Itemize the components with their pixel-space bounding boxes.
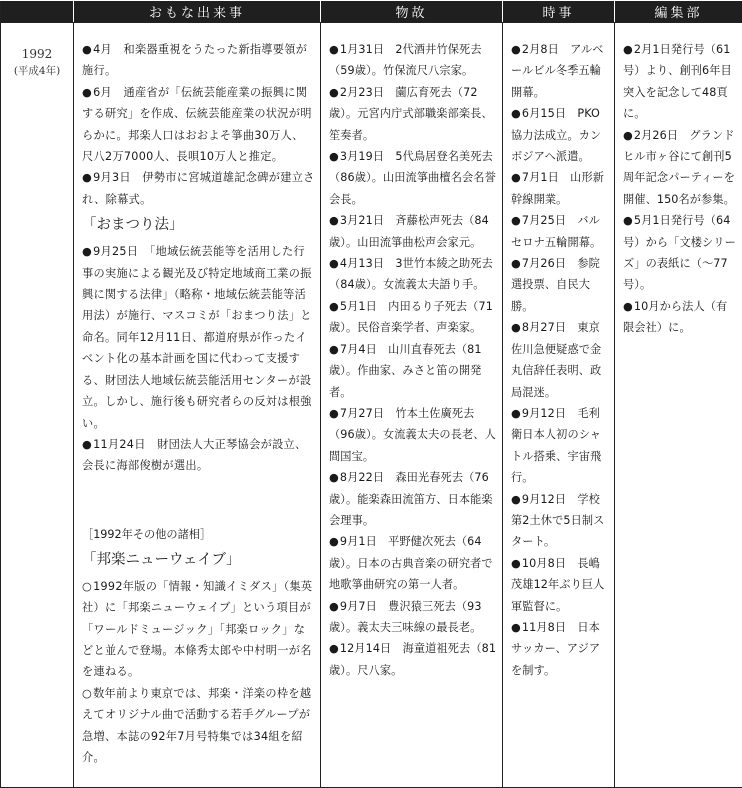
bullet-marker: ●	[511, 557, 521, 570]
entry-text: 1992年版の「情報・知識イミダス」（集英社）に「邦楽ニューウェイブ」という項目が「ワールドミュージック」「邦楽ロック」などと並んで登場。本條秀太郎や中村明一が名を連ねる。	[82, 580, 312, 679]
year-label: 1992	[1, 45, 73, 63]
bullet-marker: ●	[511, 493, 521, 506]
entry-text: 12月14日 海童道祖死去（81歳）。尺八家。	[329, 642, 496, 676]
chronology-entry	[329, 339, 497, 403]
header-obituaries: 物故	[321, 1, 503, 23]
chronology-entry	[329, 531, 497, 595]
bullet-marker: ●	[511, 257, 521, 270]
bullet-marker: ●	[511, 214, 521, 227]
entry-text: 9月25日 「地域伝統芸能等を活用した行事の実施による観光及び特定地域商工業の振興に関する法律」（略称・地域伝統芸能等活用法）が施行、マスコミが「おまつり法」と命名。同年12月11日、都道府県が作ったイベント化の基本計画を国に代わって支援する、財団法人地域伝統芸能活用センターが設立。しかし、施行後も研究者らの反対は根強い。	[82, 245, 312, 429]
bullet-marker: ●	[329, 600, 339, 613]
bullet-marker: ●	[329, 535, 339, 548]
header-row	[1, 1, 742, 23]
section-subheading: ［1992年その他の諸相］	[82, 525, 315, 545]
header-year-blank	[1, 1, 74, 23]
entry-text: 8月22日 森田光春死去（76歳）。能楽森田流笛方、日本能楽会理事。	[329, 471, 493, 527]
entry-text: 5月1日 内田るり子死去（71歳）。民俗音楽学者、声楽家。	[329, 300, 493, 334]
entry-text: 4月 和楽器重視をうたった新指導要領が施行。	[82, 43, 307, 77]
chronology-entry	[329, 39, 497, 82]
chronology-entry	[329, 253, 497, 296]
header-current-events: 時事	[503, 1, 615, 23]
bullet-marker: ●	[329, 257, 339, 270]
entry-text: 5月1日発行号（64号）から「文楼シリーズ」の表紙に（～77号）。	[623, 214, 736, 291]
chronology-entry	[329, 146, 497, 210]
chronology-entry	[511, 489, 609, 553]
chronology-entry	[511, 39, 609, 103]
bullet-marker: ●	[623, 214, 633, 227]
chronology-entry	[511, 253, 609, 317]
bullet-marker: ●	[511, 621, 521, 634]
entry-text: 9月1日 平野健次死去（64歳）。日本の古典音楽の研究者で地歌箏曲研究の第一人者。	[329, 535, 493, 591]
bullet-marker: ●	[329, 642, 339, 655]
entry-text: 4月13日 3世竹本綾之助死去（84歳）。女流義太夫語り手。	[329, 257, 493, 291]
entry-text: 6月 通産省が「伝統芸能産業の振興に関する研究」を作成、伝統芸能産業の状況が明らかに。邦楽人口はおおよそ箏曲30万人、尺八2万7000人、長唄10万人と推定。	[82, 86, 312, 163]
bullet-marker: ●	[329, 407, 339, 420]
bullet-marker: ○	[82, 580, 92, 593]
bullet-marker: ●	[329, 343, 339, 356]
chronology-entry	[82, 167, 315, 210]
year-row	[1, 23, 742, 788]
section-spacer	[82, 477, 315, 525]
chronology-entry	[623, 39, 737, 125]
entry-text: 9月3日 伊勢市に宮城道雄記念碑が建立され、除幕式。	[82, 171, 315, 205]
bullet-marker: ●	[82, 171, 92, 184]
bullet-marker: ●	[82, 86, 92, 99]
chronology-entry	[623, 210, 737, 296]
chronology-entry	[511, 103, 609, 167]
entry-text: 1月31日 2代酒井竹保死去（59歳）。竹保流尺八宗家。	[329, 43, 482, 77]
chronology-entry	[511, 210, 609, 253]
chronology-entry	[329, 596, 497, 639]
entry-text: 7月25日 バルセロナ五輪開幕。	[511, 214, 601, 248]
main-events-column	[74, 23, 321, 788]
entry-text: 7月4日 山川直春死去（81歳）。作曲家、みさと笛の開発者。	[329, 343, 482, 399]
current-events-column	[503, 23, 615, 788]
chronology-entry	[329, 467, 497, 531]
year-cell	[1, 23, 74, 788]
entry-text: 7月26日 参院選投票、自民大勝。	[511, 257, 600, 313]
entry-text: 11月8日 日本サッカー、アジアを制す。	[511, 621, 600, 677]
editorial-column	[615, 23, 742, 788]
chronology-entry	[329, 296, 497, 339]
chronology-entry	[623, 296, 737, 339]
chronology-entry	[511, 553, 609, 617]
entry-text: 6月15日 PKO協力法成立。カンボジアへ派遣。	[511, 107, 601, 163]
bullet-marker: ●	[329, 43, 339, 56]
entry-text: 9月12日 毛利衛日本人初のシャトル搭乗、宇宙飛行。	[511, 407, 601, 484]
section-heading: 「おまつり法」	[82, 212, 315, 238]
chronology-entry	[329, 638, 497, 681]
entry-text: 3月19日 5代鳥居登名美死去（86歳）。山田流箏曲檀名会名誉会長。	[329, 150, 496, 206]
bullet-marker: ●	[623, 129, 633, 142]
bullet-marker: ●	[82, 245, 92, 258]
header-editorial: 編集部	[615, 1, 742, 23]
chronology-entry	[511, 167, 609, 210]
entry-text: 7月1日 山形新幹線開業。	[511, 171, 604, 205]
section-heading: 「邦楽ニューウェイブ」	[82, 547, 315, 573]
chronology-entry	[82, 39, 315, 82]
bullet-marker: ●	[511, 321, 521, 334]
bullet-marker: ●	[82, 43, 92, 56]
entry-text: 9月7日 豊沢猿三死去（93歳）。義太夫三味線の最長老。	[329, 600, 482, 634]
entry-text: 数年前より東京では、邦楽・洋楽の枠を越えてオリジナル曲で活動する若手グループが急増、本誌の92年7月号特集では34組を紹介。	[82, 687, 311, 764]
entry-text: 3月21日 斉藤松声死去（84歳）。山田流箏曲松声会家元。	[329, 214, 489, 248]
entry-text: 9月12日 学校第2土休で5日制スタート。	[511, 493, 604, 549]
entry-text: 2月1日発行号（61号）より、創刊6年目突入を記念して48頁に。	[623, 43, 732, 120]
bullet-marker: ●	[329, 86, 339, 99]
chronology-entry	[511, 617, 609, 681]
chronology-entry	[511, 317, 609, 403]
chronology-entry	[329, 210, 497, 253]
bullet-marker: ●	[623, 300, 633, 313]
chronology-entry	[511, 403, 609, 489]
bullet-marker: ●	[82, 438, 92, 451]
chronology-entry	[623, 125, 737, 211]
chronology-entry	[82, 241, 315, 434]
bullet-marker: ○	[82, 687, 92, 700]
chronology-entry	[82, 576, 315, 683]
bullet-marker: ●	[329, 214, 339, 227]
chronology-entry	[329, 403, 497, 467]
chronology-entry	[82, 683, 315, 769]
entry-text: 11月24日 財団法人大正琴協会が設立、会長に海部俊樹が選出。	[82, 438, 307, 472]
bullet-marker: ●	[511, 43, 521, 56]
chronology-entry	[82, 82, 315, 168]
bullet-marker: ●	[329, 150, 339, 163]
bullet-marker: ●	[623, 43, 633, 56]
entry-text: 10月から法人（有限会社）に。	[623, 300, 727, 334]
entry-text: 7月27日 竹本土佐廣死去（96歳）。女流義太夫の長老、人間国宝。	[329, 407, 496, 463]
entry-text: 2月23日 薗広育死去（72歳）。元宮内庁式部職楽部楽長、笙奏者。	[329, 86, 493, 142]
chronology-entry	[329, 82, 497, 146]
obituaries-column	[321, 23, 503, 788]
bullet-marker: ●	[511, 107, 521, 120]
entry-text: 2月8日 アルベールビル冬季五輪開幕。	[511, 43, 604, 99]
entry-text: 8月27日 東京佐川急便疑惑で金丸信辞任表明、政局混迷。	[511, 321, 601, 398]
entry-text: 2月26日 グランドヒル市ヶ谷にて創刊5周年記念パーティーを開催、150名が参集。	[623, 129, 735, 206]
chronology-entry	[82, 434, 315, 477]
entry-text: 10月8日 長嶋茂雄12年ぶり巨人軍監督に。	[511, 557, 604, 613]
header-main-events: おもな出来事	[74, 1, 321, 23]
bullet-marker: ●	[511, 171, 521, 184]
bullet-marker: ●	[511, 407, 521, 420]
bullet-marker: ●	[329, 300, 339, 313]
bullet-marker: ●	[329, 471, 339, 484]
era-label: (平成4年)	[1, 63, 73, 79]
